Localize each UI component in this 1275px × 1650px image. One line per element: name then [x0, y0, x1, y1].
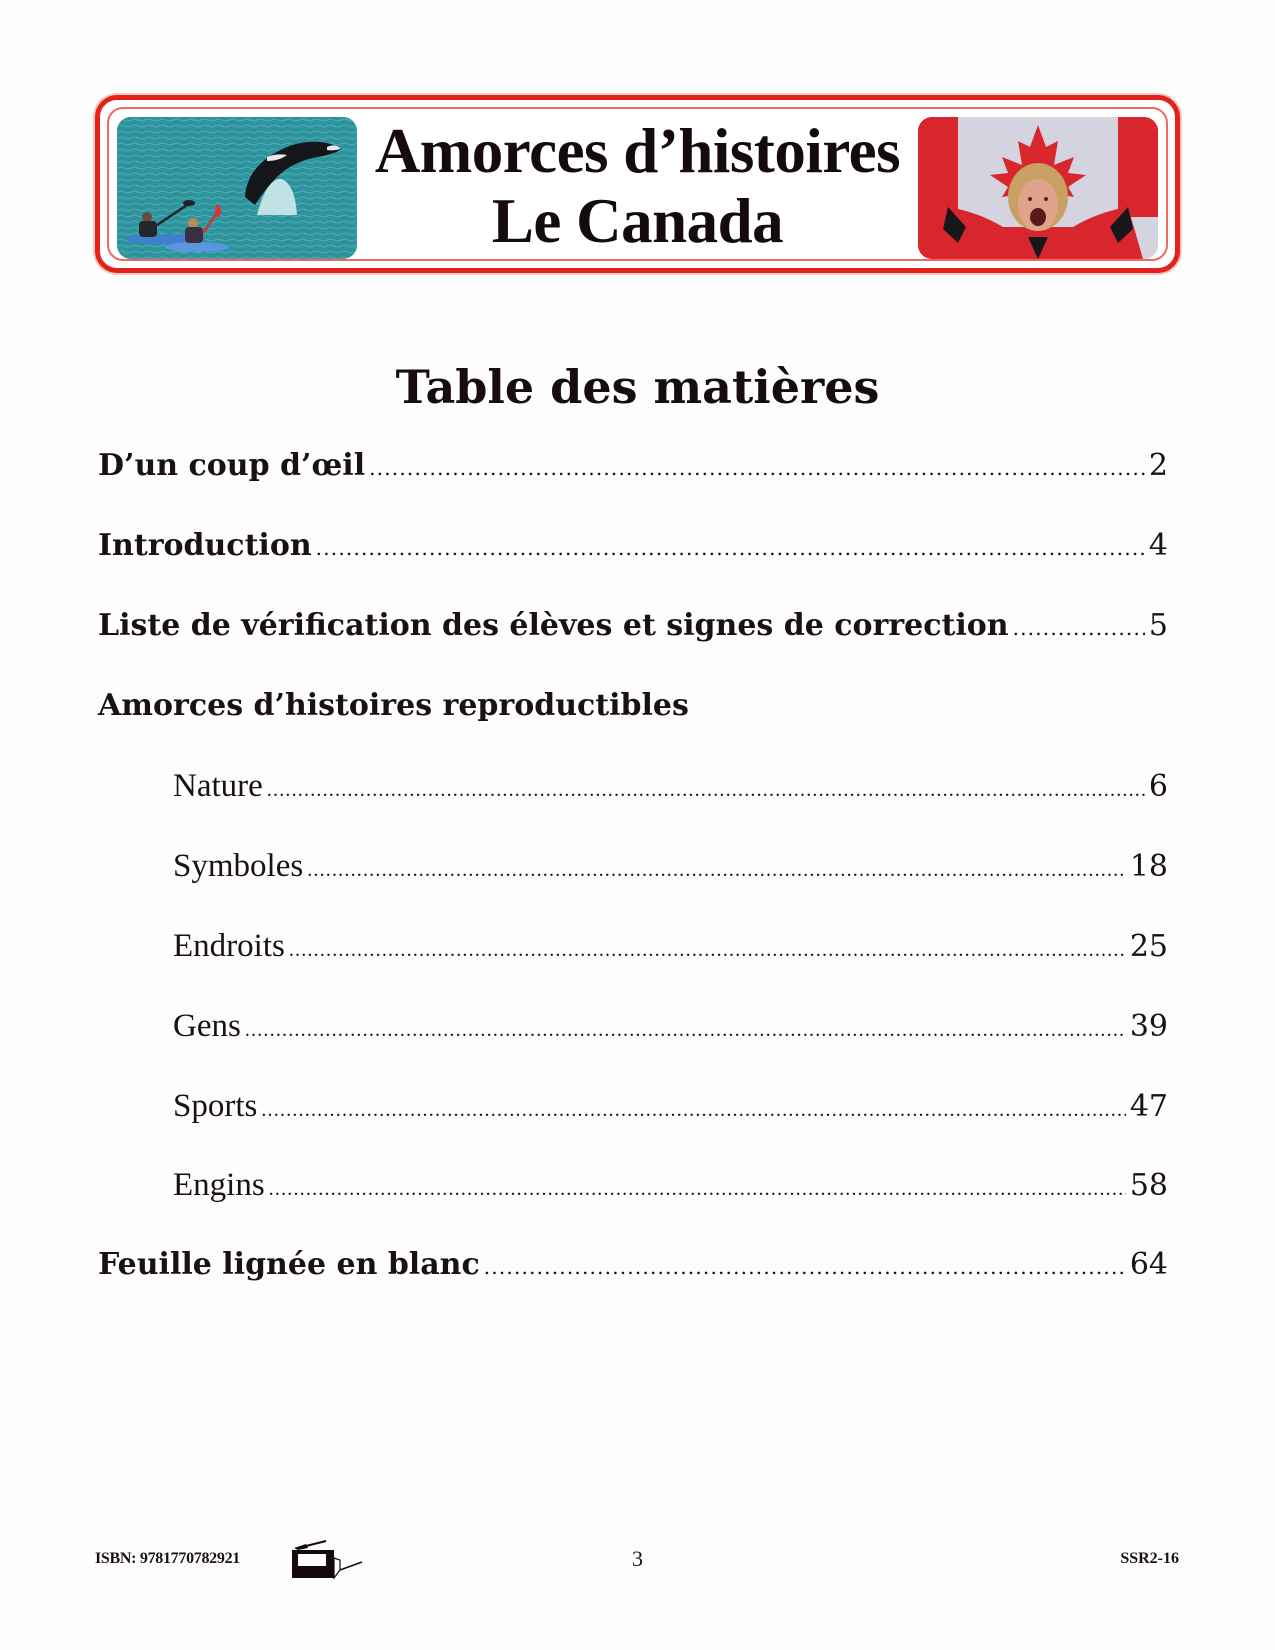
toc-entry-page: 25 — [1129, 929, 1168, 964]
toc-entry-coup-doeil[interactable] — [98, 444, 1168, 488]
dot-leader — [1013, 606, 1145, 650]
toc-entry-gens[interactable] — [173, 1004, 1168, 1048]
toc-entry-label: Liste de vérification des élèves et signes de correction — [98, 608, 1009, 643]
toc-entry-liste-verification[interactable] — [98, 604, 1168, 648]
dot-leader — [316, 526, 1145, 570]
dot-leader — [261, 1088, 1125, 1132]
toc-entry-label: D’un coup d’œil — [98, 448, 366, 483]
toc-entry-label: Engins — [173, 1167, 265, 1203]
toc-entry-page: 2 — [1148, 448, 1168, 483]
toc-entry-page: 39 — [1129, 1009, 1168, 1044]
toc-entry-label: Nature — [173, 768, 263, 804]
toc-entry-page: 4 — [1148, 528, 1168, 563]
banner-title — [365, 116, 910, 256]
toc-entry-label: Introduction — [98, 528, 312, 563]
dot-leader — [269, 1167, 1126, 1211]
toc-entry-page: 6 — [1148, 769, 1168, 804]
dot-leader — [289, 928, 1126, 972]
toc-entry-page: 58 — [1129, 1168, 1168, 1203]
toc-entry-symboles[interactable] — [173, 844, 1168, 888]
product-code: SSR2-16 — [1120, 1550, 1179, 1567]
toc-entry-page: 18 — [1129, 849, 1168, 884]
toc-entry-engins[interactable] — [173, 1163, 1168, 1207]
title-banner — [95, 95, 1180, 273]
banner-title-line1: Amorces d’histoires — [374, 116, 901, 186]
banner-title-line2: Le Canada — [491, 186, 784, 256]
toc-entry-label: Feuille lignée en blanc — [98, 1247, 480, 1282]
dot-leader — [484, 1245, 1126, 1289]
toc-heading: Table des matières — [395, 360, 880, 414]
toc-entry-label: Gens — [173, 1008, 241, 1044]
dot-leader — [369, 446, 1145, 490]
page-number: 3 — [632, 1546, 643, 1571]
canada-flag-fan-image — [918, 117, 1158, 259]
toc-entry-label: Symboles — [173, 848, 304, 884]
toc-entry-label: Sports — [173, 1088, 258, 1124]
dot-leader — [307, 848, 1126, 892]
dot-leader — [267, 768, 1145, 812]
toc-section-label: Amorces d’histoires reproductibles — [98, 688, 689, 723]
canada-flag-fan-photo — [918, 117, 1158, 259]
toc-entry-endroits[interactable] — [173, 924, 1168, 968]
toc-entry-nature[interactable] — [173, 764, 1168, 808]
toc-entry-label: Endroits — [173, 928, 285, 964]
orca-kayak-image — [117, 117, 357, 259]
dot-leader — [245, 1008, 1126, 1052]
toc-entry-page: 5 — [1148, 608, 1168, 643]
toc-entry-page: 64 — [1129, 1247, 1168, 1282]
toc-section-amorces-reproductibles[interactable] — [98, 684, 1168, 728]
toc-entry-page: 47 — [1129, 1089, 1168, 1124]
isbn-text: ISBN: 9781770782921 — [95, 1550, 240, 1567]
page-footer — [0, 1540, 1275, 1580]
toc-entry-introduction[interactable] — [98, 524, 1168, 568]
orca-kayak-photo — [117, 117, 357, 259]
toc-entry-sports[interactable] — [173, 1084, 1168, 1128]
toc-entry-feuille-lignee[interactable] — [98, 1243, 1168, 1287]
